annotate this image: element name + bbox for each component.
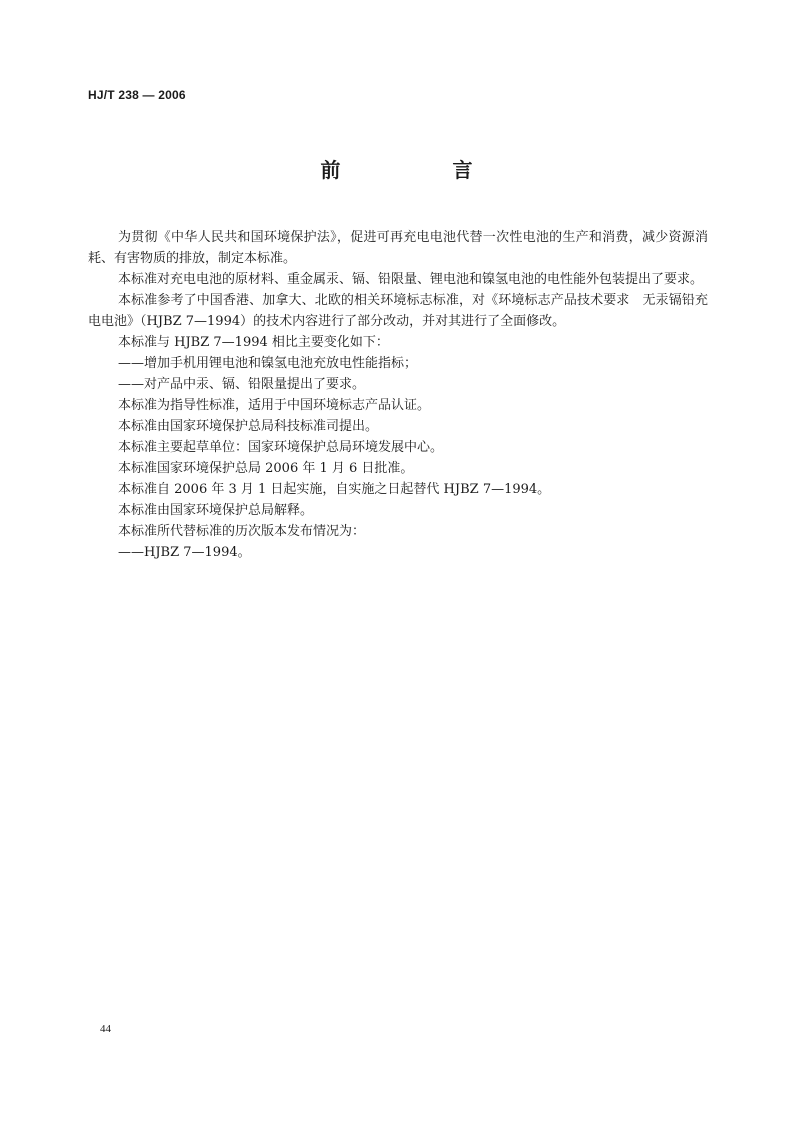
paragraph: 本标准为指导性标准，适用于中国环境标志产品认证。 — [118, 398, 431, 413]
paragraph: 本标准与 HJBZ 7—1994 相比主要变化如下： — [118, 335, 389, 350]
standard-code: HJ/T 238 — 2006 — [88, 88, 186, 102]
paragraph: 本标准主要起草单位：国家环境保护总局环境发展中心。 — [118, 440, 444, 455]
paragraph: ——对产品中汞、镉、铅限量提出了要求。 — [118, 377, 366, 392]
paragraph: 为贯彻《中华人民共和国环境保护法》，促进可再充电电池代替一次性电池的生产和消费，减少资源消耗、有害物质的排放，制定本标准。 — [88, 230, 708, 266]
paragraph: 本标准国家环境保护总局 2006 年 1 月 6 日批准。 — [118, 461, 414, 476]
paragraph: ——增加手机用锂电池和镍氢电池充放电性能指标； — [118, 356, 418, 371]
paragraph: 本标准自 2006 年 3 月 1 日起实施，自实施之日起替代 HJBZ 7—1994。 — [118, 482, 551, 497]
paragraph: ——HJBZ 7—1994。 — [118, 545, 251, 560]
paragraph: 本标准所代替标准的历次版本发布情况为： — [118, 524, 366, 539]
paragraph: 本标准参考了中国香港、加拿大、北欧的相关环境标志标准，对《环境标志产品技术要求 无汞镉铅充电电池》（HJBZ 7—1994）的技术内容进行了部分改动，并对其进行了全面修改。 — [88, 293, 708, 329]
paragraph: 本标准由国家环境保护总局解释。 — [118, 503, 314, 518]
paragraph: 本标准对充电电池的原材料、重金属汞、镉、铅限量、锂电池和镍氢电池的电性能外包装提出了要求。 — [118, 272, 704, 287]
foreword-body — [88, 227, 708, 563]
paragraph: 本标准由国家环境保护总局科技标准司提出。 — [118, 419, 379, 434]
page-number: 44 — [100, 1023, 111, 1035]
page-title: 前 言 — [320, 158, 519, 182]
